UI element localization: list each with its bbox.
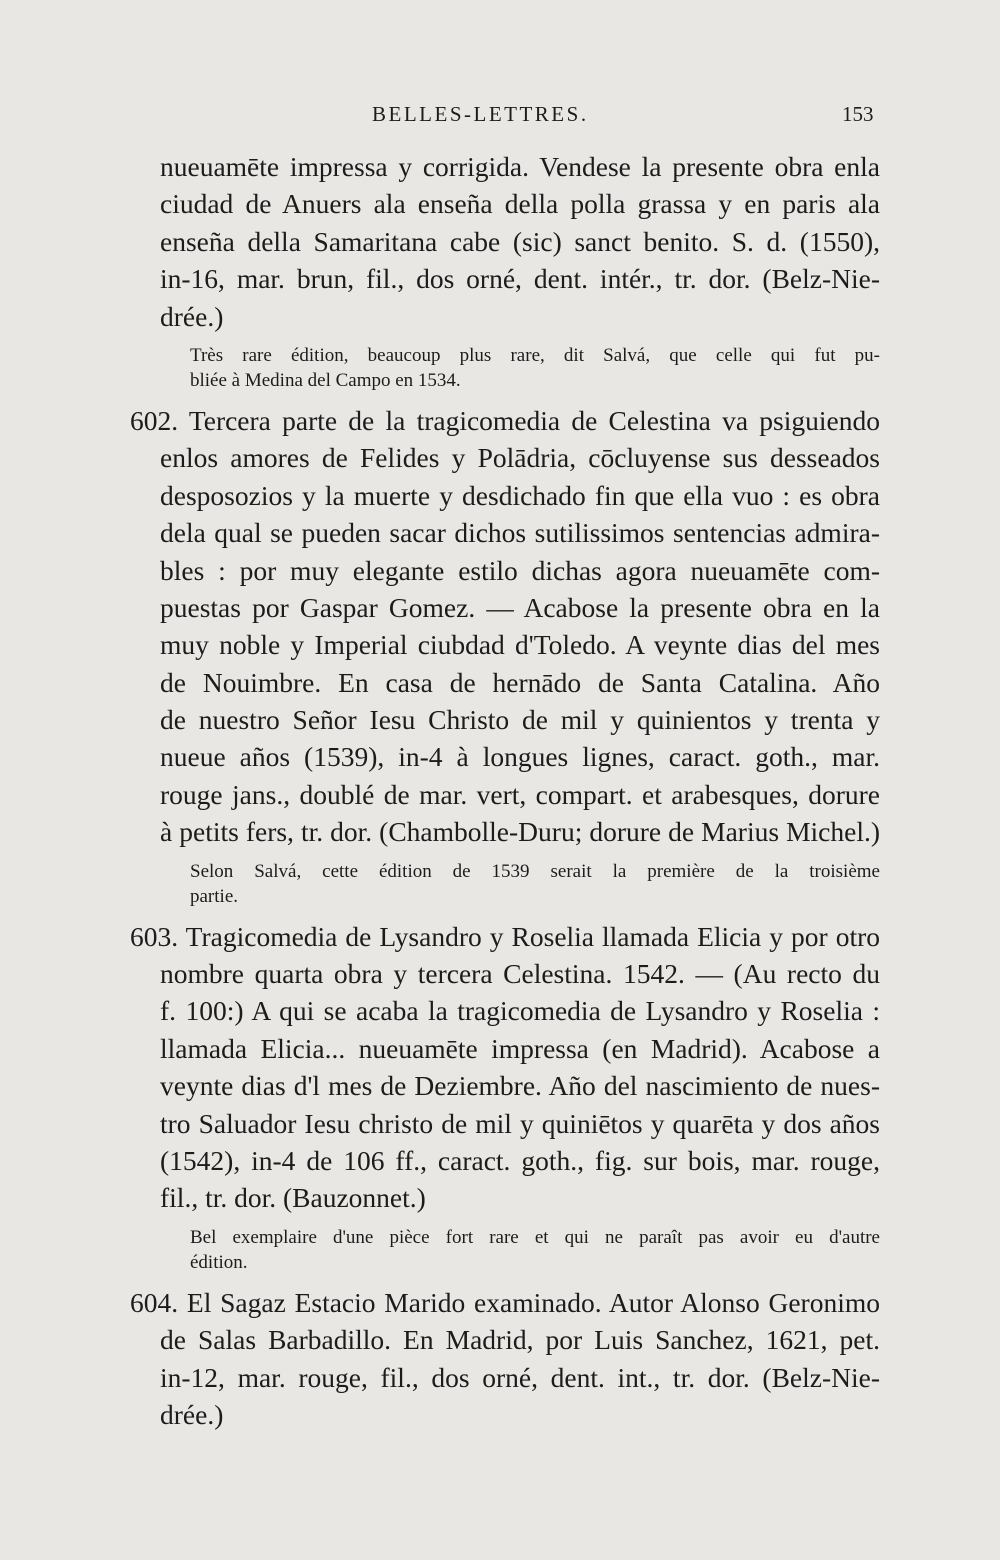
entry-line: nombre quarta obra y tercera Celestina. 1542. — (Au recto du bbox=[160, 958, 880, 990]
note-line: Bel exemplaire d'une pièce fort rare et qui ne paraît pas avoir eu d'autre bbox=[190, 1226, 880, 1248]
entry-line: puestas por Gaspar Gomez. — Acabose la presente obra en la bbox=[160, 591, 880, 623]
entry-note bbox=[160, 343, 880, 394]
page-number: 153 bbox=[842, 102, 874, 126]
entry-line: 604. El Sagaz Estacio Marido examinado. Autor Alonso Geronimo bbox=[130, 1286, 880, 1318]
entry-line: bles : por muy elegante estilo dichas agora nueuamēte com- bbox=[160, 554, 880, 586]
entry-line: 602. Tercera parte de la tragicomedia de Celestina va psiguiendo bbox=[130, 404, 880, 436]
note-line: Très rare édition, beaucoup plus rare, dit Salvá, que celle qui fut pu- bbox=[190, 344, 880, 366]
entry-line: desposozios y la muerte y desdichado fin que ella vuo : es obra bbox=[160, 479, 880, 511]
entry-line: 603. Tragicomedia de Lysandro y Roselia llamada Elicia y por otro bbox=[130, 920, 880, 952]
entry-line: drée.) bbox=[160, 300, 224, 332]
entry-line: à petits fers, tr. dor. (Chambolle-Duru; dorure de Marius Michel.) bbox=[160, 816, 880, 848]
entry-line: enlos amores de Felides y Polādria, cōcluyense sus desseados bbox=[160, 442, 880, 474]
entry-601-continuation bbox=[160, 148, 880, 335]
entry-line: f. 100:) A qui se acaba la tragicomedia de Lysandro y Roselia : bbox=[160, 995, 880, 1027]
entry-603 bbox=[130, 918, 880, 1217]
note-line: Selon Salvá, cette édition de 1539 serait la première de la troisième bbox=[190, 860, 880, 882]
page-header bbox=[0, 102, 1000, 132]
entry-604 bbox=[130, 1284, 880, 1434]
entry-line: de nuestro Señor Iesu Christo de mil y quinientos y trenta y bbox=[160, 704, 880, 736]
entry-line: nueue años (1539), in-4 à longues lignes, caract. goth., mar. bbox=[160, 741, 880, 773]
entry-line: drée.) bbox=[160, 1398, 224, 1430]
entry-line: enseña della Samaritana cabe (sic) sanct benito. S. d. (1550), bbox=[160, 225, 880, 257]
entry-line: de Nouimbre. En casa de hernādo de Santa Catalina. Año bbox=[160, 666, 880, 698]
entry-line: nueuamēte impressa y corrigida. Vendese la presente obra enla bbox=[160, 151, 880, 182]
note-line: bliée à Medina del Campo en 1534. bbox=[190, 370, 461, 392]
entry-line: in-12, mar. rouge, fil., dos orné, dent. int., tr. dor. (Belz-Nie- bbox=[160, 1361, 880, 1393]
note-line: partie. bbox=[190, 886, 239, 908]
note-line: édition. bbox=[190, 1252, 248, 1274]
entry-line: de Salas Barbadillo. En Madrid, por Luis Sanchez, 1621, pet. bbox=[160, 1324, 880, 1356]
entry-line: veynte dias d'l mes de Deziembre. Año del nascimiento de nues- bbox=[160, 1070, 880, 1102]
entry-line: tro Saluador Iesu christo de mil y quiniētos y quarēta y dos años bbox=[160, 1107, 880, 1139]
running-head: BELLES-LETTRES. bbox=[372, 102, 589, 126]
entry-line: ciudad de Anuers ala enseña della polla grassa y en paris ala bbox=[160, 188, 880, 220]
entry-line: in-16, mar. brun, fil., dos orné, dent. intér., tr. dor. (Belz-Nie- bbox=[160, 263, 880, 295]
entry-line: muy noble y Imperial ciubdad d'Toledo. A veynte dias del mes bbox=[160, 629, 880, 661]
text-block bbox=[130, 148, 880, 1441]
entry-line: dela qual se pueden sacar dichos sutilissimos sentencias admira- bbox=[160, 517, 880, 549]
entry-note bbox=[160, 859, 880, 910]
entry-line: llamada Elicia... nueuamēte impressa (en Madrid). Acabose a bbox=[160, 1032, 880, 1064]
entry-line: (1542), in-4 de 106 ff., caract. goth., fig. sur bois, mar. rouge, bbox=[160, 1144, 880, 1176]
entry-note bbox=[160, 1225, 880, 1276]
entry-602 bbox=[130, 402, 880, 851]
entry-line: fil., tr. dor. (Bauzonnet.) bbox=[160, 1182, 426, 1214]
entry-line: rouge jans., doublé de mar. vert, compart. et arabesques, dorure bbox=[160, 778, 880, 810]
